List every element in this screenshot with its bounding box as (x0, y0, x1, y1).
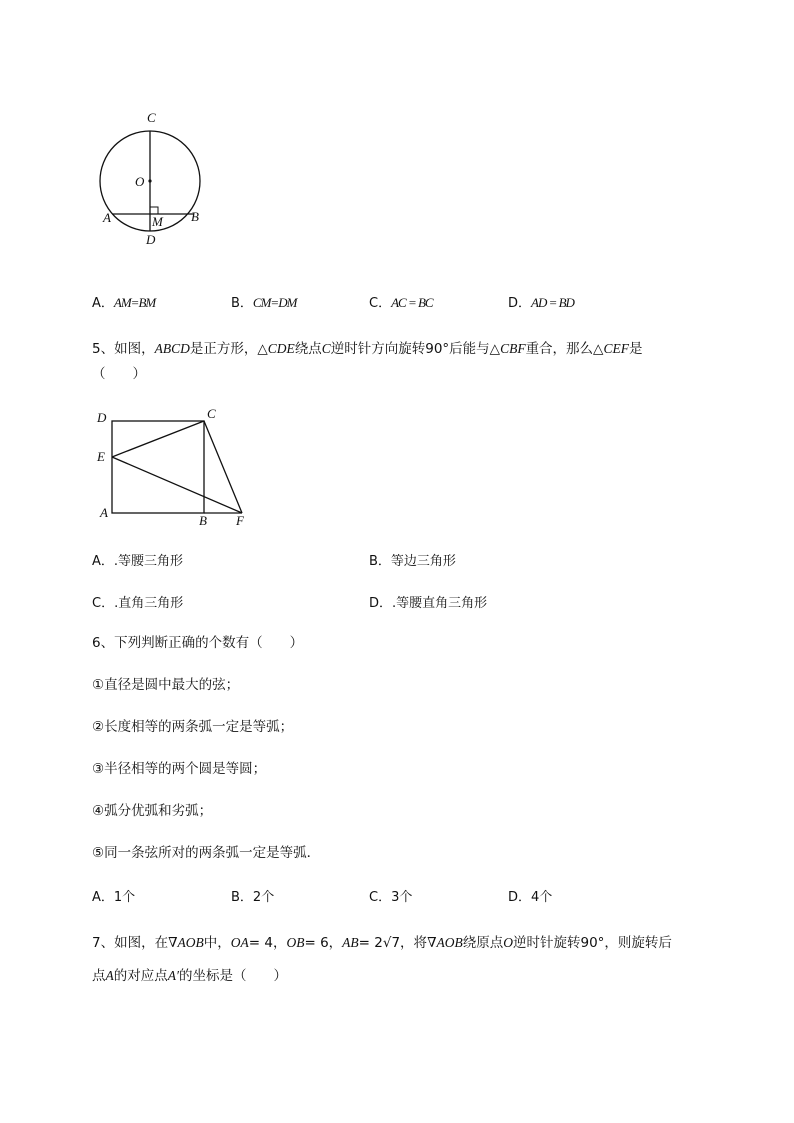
math-var: CDE (267, 341, 295, 356)
option-letter: D． (508, 890, 532, 905)
option-text: 1个 (113, 890, 136, 905)
q5-option-b[interactable] (369, 550, 456, 569)
label-f: F (236, 513, 244, 528)
option-letter: C． (369, 296, 392, 311)
option-text: AD = BD (531, 295, 574, 310)
q6-option-b[interactable] (231, 886, 274, 905)
math-var: AB (342, 935, 359, 950)
option-text: 3个 (391, 890, 413, 905)
option-text: AM=BM (113, 295, 156, 310)
option-letter: C． (92, 596, 115, 611)
stem-text: 绕原点 (462, 935, 504, 951)
math-var: CEF (603, 341, 629, 356)
q4-option-a[interactable] (92, 292, 155, 311)
math-var: A (105, 968, 114, 983)
stem-text: = 4， (248, 935, 287, 951)
label-m: M (152, 214, 163, 229)
math-var: C (321, 341, 331, 356)
option-letter: A． (92, 296, 114, 311)
stem-text: 绕点 (294, 341, 322, 357)
option-letter: D． (508, 296, 532, 311)
math-var: ∇AOB (427, 935, 463, 950)
q5-answer-blank: （ ） (92, 366, 146, 382)
label-d: D (97, 410, 107, 425)
q6-item-1: ①直径是圆中最大的弦； (92, 677, 240, 693)
q6-stem: 6、下列判断正确的个数有（ ） (92, 635, 304, 651)
label-b: B (199, 513, 207, 528)
label-d: D (146, 232, 156, 247)
right-angle-mark (150, 207, 158, 214)
stem-text: 是正方形，△ (189, 341, 268, 357)
math-var: CBF (500, 341, 526, 356)
label-o: O (135, 174, 145, 189)
q4-option-c[interactable] (369, 292, 433, 311)
q5-option-c[interactable] (92, 592, 183, 611)
stem-text: 的对应点 (113, 968, 168, 984)
q6-item-2: ②长度相等的两条弧一定是等弧； (92, 719, 294, 735)
q6-option-c[interactable] (369, 886, 412, 905)
q7-stem-line2 (92, 966, 287, 986)
math-var: ∇AOB (168, 935, 204, 950)
stem-text: 逆时针方向旋转90°后能与△ (330, 341, 501, 357)
q5-option-a[interactable] (92, 550, 183, 569)
q5-stem-line1 (92, 339, 642, 359)
option-text: AC = BC (391, 295, 433, 310)
option-letter: B． (369, 554, 391, 569)
option-letter: B． (231, 296, 253, 311)
q6-option-d[interactable] (508, 886, 552, 905)
option-text: 4个 (531, 890, 553, 905)
option-text: CM=DM (252, 295, 297, 310)
q7-stem-line1 (92, 933, 672, 953)
stem-text: 重合，那么△ (525, 341, 604, 357)
label-a: A (103, 210, 111, 225)
label-a: A (100, 505, 108, 520)
label-e: E (97, 449, 105, 464)
label-b: B (191, 209, 199, 224)
square-abcd (112, 421, 204, 513)
q4-option-b[interactable] (231, 292, 296, 311)
option-letter: B． (231, 890, 253, 905)
q5-square-figure (92, 404, 262, 534)
option-text: .等腰三角形 (113, 554, 184, 569)
stem-text: 点 (92, 968, 106, 984)
math-var: O (503, 935, 513, 950)
q6-item-5: ⑤同一条弦所对的两条弧一定是等弧． (92, 845, 321, 861)
q6-item-3: ③半径相等的两个圆是等圆； (92, 761, 267, 777)
option-text: 2个 (252, 890, 275, 905)
option-letter: A． (92, 890, 114, 905)
stem-text: 如图， (114, 341, 155, 357)
stem-text: 的坐标是（ ） (178, 968, 287, 984)
stem-text: 逆时针旋转90°，则旋转后 (512, 935, 672, 951)
q6-option-a[interactable] (92, 886, 135, 905)
stem-text: 是 (628, 341, 643, 357)
option-letter: C． (369, 890, 392, 905)
option-letter: D． (369, 596, 393, 611)
q6-item-4: ④弧分优弧和劣弧； (92, 803, 213, 819)
stem-text: = 6， (304, 935, 343, 951)
stem-text: 7、如图，在 (92, 935, 169, 951)
option-text: 等边三角形 (390, 554, 456, 569)
question-number: 5、 (92, 341, 115, 357)
stem-text: 中， (203, 935, 231, 951)
q5-option-d[interactable] (369, 592, 487, 611)
option-letter: A． (92, 554, 114, 569)
math-var: OA (230, 935, 249, 950)
option-text: .等腰直角三角形 (392, 596, 488, 611)
option-text: .直角三角形 (114, 596, 184, 611)
center-point (148, 179, 151, 182)
segment-ec (112, 421, 204, 457)
math-var: A′ (167, 968, 179, 983)
stem-text: = 2√7，将 (358, 935, 428, 951)
math-var: OB (286, 935, 305, 950)
q4-circle-figure (90, 105, 220, 250)
label-c: C (207, 406, 216, 421)
math-var: ABCD (154, 341, 190, 356)
label-c: C (147, 110, 156, 125)
q4-option-d[interactable] (508, 292, 574, 311)
